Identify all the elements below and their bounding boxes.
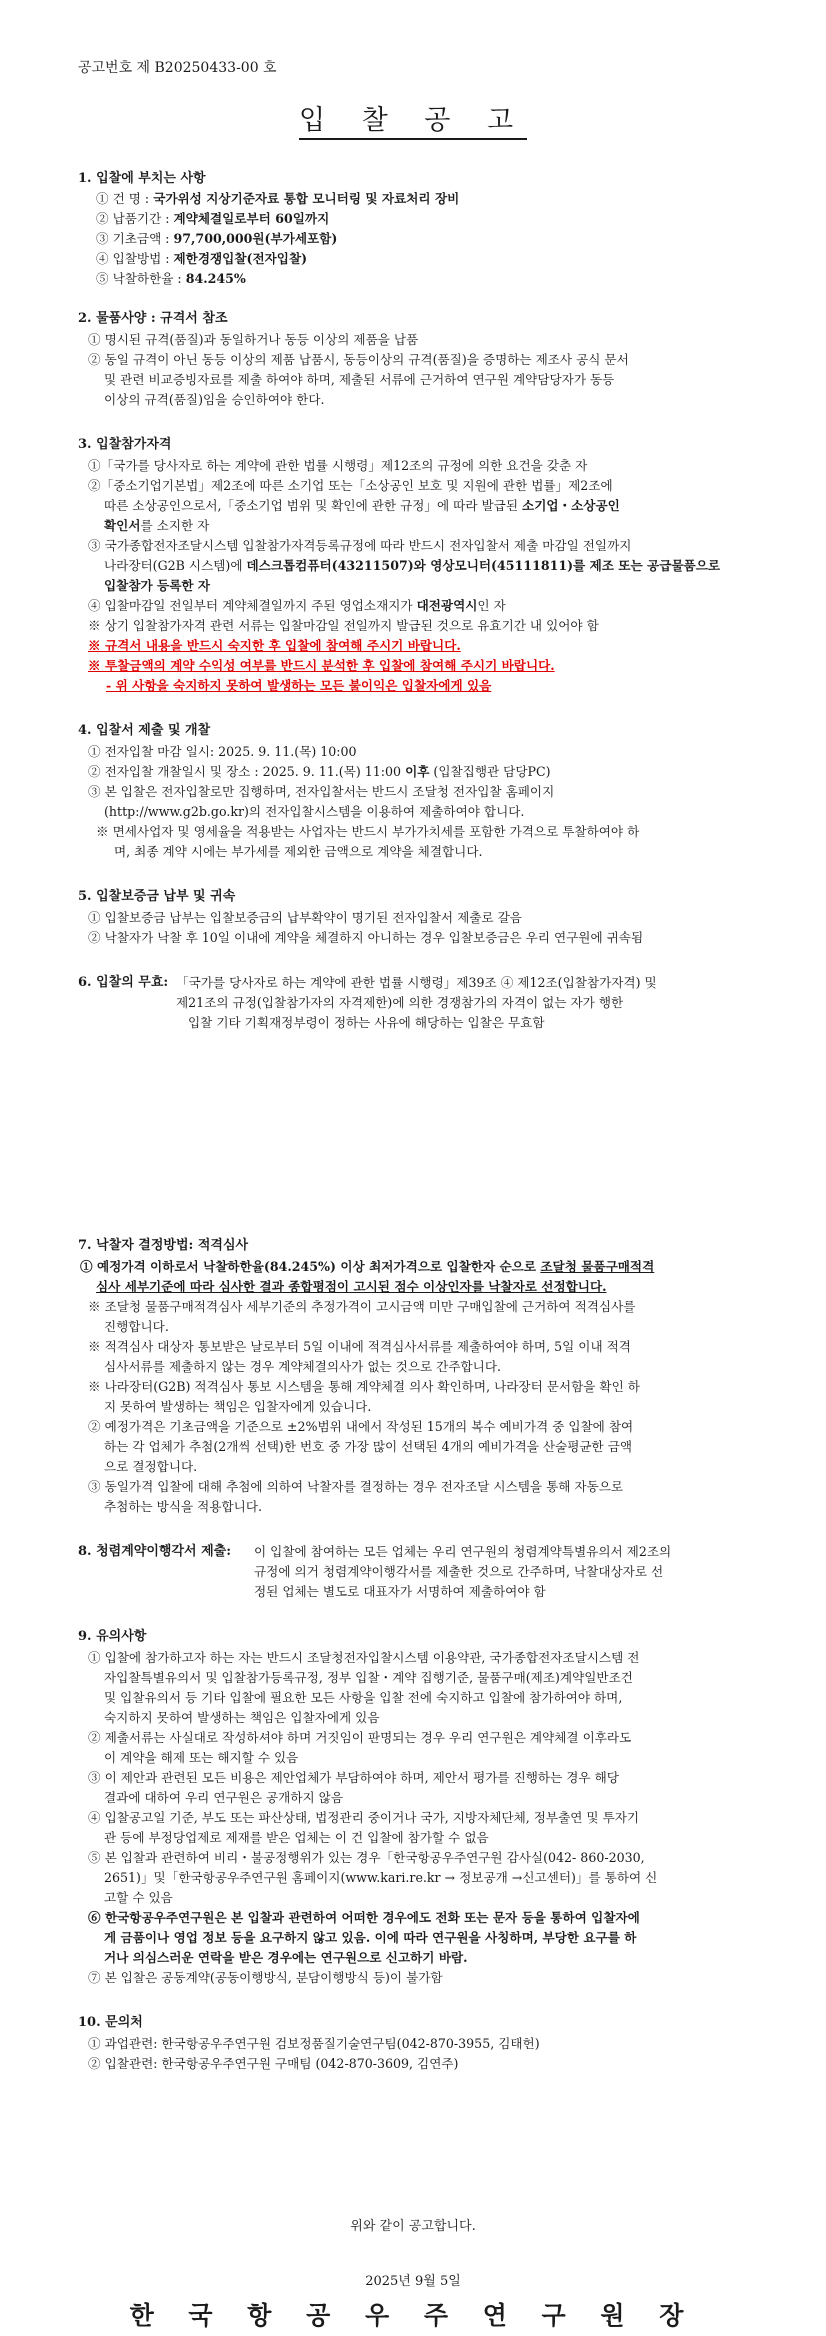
s3-line-9: ※ 상기 입찰참가자격 관련 서류는 입찰마감일 전일까지 발급된 것으로 유효기간 내 있어야 함 (88, 618, 599, 633)
s9-line-12: 2651)」및「한국항공우주연구원 홈페이지(www.kari.re.kr → 정보공개 →신고센터)」를 통하여 신 (104, 1870, 658, 1885)
s4-line-3: ③ 본 입찰은 전자입찰로만 집행하며, 전자입찰서는 반드시 조달청 전자입찰 홈페이지 (88, 784, 555, 799)
s6-line-1: 「국가를 당사자로 하는 계약에 관한 법률 시행령」제39조 ④ 제12조(입찰참가자격) 및 (176, 975, 657, 990)
s9-line-11: ⑤ 본 입찰과 관련하여 비리・불공정행위가 있는 경우「한국항공우주연구원 감사실(042- 860-2030, (88, 1850, 645, 1865)
section-2-heading: 2. 물품사양 : 규격서 참조 (78, 311, 228, 326)
s10-line-1: ① 과업관련: 한국항공우주연구원 검보정품질기술연구팀(042-870-3955, 김태헌) (88, 2036, 540, 2051)
s9-line-8: 결과에 대하여 우리 연구원은 공개하지 않음 (104, 1790, 343, 1805)
s9-line-13: 고할 수 있음 (104, 1890, 173, 1905)
notice-date: 2025년 9월 5일 (365, 2274, 461, 2289)
section-4-heading: 4. 입찰서 제출 및 개찰 (78, 723, 211, 738)
s9-line-14: ⑥ 한국항공우주연구원은 본 입찰과 관련하여 어떠한 경우에도 전화 또는 문자 등을 통하여 입찰자에 (88, 1910, 640, 1925)
s3-warning-3: - 위 사항을 숙지하지 못하여 발생하는 모든 불이익은 입찰자에게 있음 (106, 678, 492, 693)
s7-line-5: ※ 적격심사 대상자 통보받은 날로부터 5일 이내에 적격심사서류를 제출하여야 하며, 5일 이내 적격 (88, 1339, 631, 1354)
s2-line-4: 이상의 규격(품질)임을 승인하여야 한다. (104, 392, 325, 407)
s2-line-3: 및 관련 비교증빙자료를 제출 하여야 하며, 제출된 서류에 근거하여 연구원 계약담당자가 동등 (104, 372, 615, 387)
s9-line-17: ⑦ 본 입찰은 공동계약(공동이행방식, 분담이행방식 등)이 불가함 (88, 1970, 443, 1985)
s7-line-12: ③ 동일가격 입찰에 대해 추첨에 의하여 낙찰자를 결정하는 경우 전자조달 시스템을 통해 자동으로 (88, 1479, 624, 1494)
s3-line-1: ①「국가를 당사자로 하는 계약에 관한 법률 시행령」제12조의 규정에 의한 요건을 갖춘 자 (88, 458, 588, 473)
s10-line-2: ② 입찰관련: 한국항공우주연구원 구매팀 (042-870-3609, 김연주) (88, 2056, 459, 2071)
s9-line-9: ④ 입찰공고일 기준, 부도 또는 파산상태, 법정관리 중이거나 국가, 지방자체단체, 정부출연 및 투자기 (88, 1810, 640, 1825)
s4-line-1: ① 전자입찰 마감 일시: 2025. 9. 11.(목) 10:00 (88, 744, 357, 759)
s8-line-2: 규정에 의거 청렴계약이행각서를 제출한 것으로 간주하며, 낙찰대상자로 선 (254, 1564, 664, 1579)
s9-line-6: 이 계약을 해제 또는 해지할 수 있음 (104, 1750, 299, 1765)
s7-line-6: 심사서류를 제출하지 않는 경우 계약체결의사가 없는 것으로 간주합니다. (104, 1359, 501, 1374)
s9-line-10: 관 등에 부정당업제로 제재를 받은 업체는 이 건 입찰에 참가할 수 없음 (104, 1830, 489, 1845)
s3-line-5: ③ 국가종합전자조달시스템 입찰참가자격등록규정에 따라 반드시 전자입찰서 제출 마감일 전일까지 (88, 538, 632, 553)
section-6-heading: 6. 입찰의 무효: (78, 975, 169, 990)
s5-line-2: ② 낙찰자가 낙찰 후 10일 이내에 계약을 체결하지 아니하는 경우 입찰보증금은 우리 연구원에 귀속됨 (88, 930, 644, 945)
s9-line-1: ① 입찰에 참가하고자 하는 자는 반드시 조달청전자입찰시스템 이용약관, 국가종합전자조달시스템 전 (88, 1650, 640, 1665)
s9-line-16: 거나 의심스러운 연락을 받은 경우에는 연구원으로 신고하기 바람. (104, 1950, 468, 1965)
s3-line-7: 입찰참가 등록한 자 (104, 578, 211, 593)
section-8-heading: 8. 청렴계약이행각서 제출: (78, 1544, 232, 1559)
s1-item-3: ③ 기초금액 : 97,700,000원(부가세포함) (96, 231, 338, 246)
issuer-signature: 한 국 항 공 우 주 연 구 원 장 (129, 2301, 697, 2330)
s9-line-5: ② 제출서류는 사실대로 작성하셔야 하며 거짓임이 판명되는 경우 우리 연구원은 계약체결 이후라도 (88, 1730, 632, 1745)
s9-line-7: ③ 이 제안과 관련된 모든 비용은 제안업체가 부담하여야 하며, 제안서 평가를 진행하는 경우 해당 (88, 1770, 619, 1785)
s1-item-5: ⑤ 낙찰하한율 : 84.245% (96, 271, 246, 286)
s8-line-3: 정된 업체는 별도로 대표자가 서명하여 제출하여야 함 (254, 1584, 546, 1599)
s3-line-4: 확인서를 소지한 자 (104, 518, 210, 533)
section-10-heading: 10. 문의처 (78, 2015, 143, 2030)
s1-item-1: ① 건 명 : 국가위성 지상기준자료 통합 모니터링 및 자료처리 장비 (96, 191, 460, 206)
s7-line-8: 지 못하여 발생하는 책임은 입찰자에게 있습니다. (104, 1399, 372, 1414)
s8-line-1: 이 입찰에 참여하는 모든 업체는 우리 연구원의 청렴계약특별유의서 제2조의 (254, 1544, 672, 1559)
s7-line-4: 진행합니다. (104, 1319, 169, 1334)
s9-line-2: 자입찰특별유의서 및 입찰참가등록규정, 정부 입찰・계약 집행기준, 물품구매(제조)계약일반조건 (104, 1670, 633, 1685)
s5-line-1: ① 입찰보증금 납부는 입찰보증금의 납부확약이 명기된 전자입찰서 제출로 갈음 (88, 910, 522, 925)
s3-warning-1: ※ 규격서 내용을 반드시 숙지한 후 입찰에 참여해 주시기 바랍니다. (88, 638, 461, 653)
page-title: 입 찰 공 고 (0, 98, 826, 137)
section-5-heading: 5. 입찰보증금 납부 및 귀속 (78, 889, 236, 904)
s9-line-4: 숙지하지 못하여 발생하는 책임은 입찰자에게 있음 (104, 1710, 380, 1725)
s1-item-4: ④ 입찰방법 : 제한경쟁입찰(전자입찰) (96, 251, 308, 266)
s2-line-2: ② 동일 규격이 아닌 동등 이상의 제품 납품시, 동등이상의 규격(품질)을 증명하는 제조사 공식 문서 (88, 352, 629, 367)
s7-line-11: 으로 결정합니다. (104, 1459, 198, 1474)
section-7-heading: 7. 낙찰자 결정방법: 적격심사 (78, 1238, 249, 1253)
s3-line-2: ②「중소기업기본법」제2조에 따른 소기업 또는「소상공인 보호 및 지원에 관한 법률」제2조에 (88, 478, 613, 493)
s6-line-2: 제21조의 규정(입찰참가자의 자격제한)에 의한 경쟁참가의 자격이 없는 자가 행한 (176, 995, 624, 1010)
s7-line-3: ※ 조달청 물품구매적격심사 세부기준의 추정가격이 고시금액 미만 구매입찰에 근거하여 적격심사를 (88, 1299, 636, 1314)
s1-item-2: ② 납품기간 : 계약체결일로부터 60일까지 (96, 211, 330, 226)
s4-line-2: ② 전자입찰 개찰일시 및 장소 : 2025. 9. 11.(목) 11:00 이후 (입찰집행관 담당PC) (88, 764, 551, 779)
s7-line-2: 심사 세부기준에 따라 심사한 결과 종합평점이 고시된 점수 이상인자를 낙찰자로 선정합니다. (96, 1279, 607, 1294)
closing-text: 위와 같이 공고합니다. (350, 2219, 476, 2234)
s7-line-13: 추첨하는 방식을 적용합니다. (104, 1499, 262, 1514)
s7-line-9: ② 예정가격은 기초금액을 기준으로 ±2%범위 내에서 작성된 15개의 복수 예비가격 중 입찰에 참여 (88, 1419, 634, 1434)
s2-line-1: ① 명시된 규격(품질)과 동일하거나 동등 이상의 제품을 납품 (88, 332, 419, 347)
section-3-heading: 3. 입찰참가자격 (78, 437, 172, 452)
s3-line-3: 따른 소상공인으로서,「중소기업 범위 및 확인에 관한 규정」에 따라 발급된 소기업・소상공인 (104, 498, 620, 513)
s4-line-5: ※ 면세사업자 및 영세율을 적용받는 사업자는 반드시 부가가치세를 포함한 가격으로 투찰하여야 하 (96, 824, 640, 839)
s4-line-6: 며, 최종 계약 시에는 부가세를 제외한 금액으로 계약을 체결합니다. (114, 844, 483, 859)
s4-line-4: (http://www.g2b.go.kr)의 전자입찰시스템을 이용하여 제출하여야 합니다. (104, 804, 525, 819)
section-1-heading: 1. 입찰에 부치는 사항 (78, 171, 206, 186)
s7-line-7: ※ 나라장터(G2B) 적격심사 통보 시스템을 통해 계약체결 의사 확인하며, 나라장터 문서함을 확인 하 (88, 1379, 640, 1394)
s9-line-3: 및 입찰유의서 등 기타 입찰에 필요한 모든 사항을 입찰 전에 숙지하고 입찰에 참가하여야 하며, (104, 1690, 623, 1705)
s7-line-1: ① 예정가격 이하로서 낙찰하한율(84.245%) 이상 최저가격으로 입찰한자 순으로 조달청 물품구매적격 (80, 1259, 655, 1274)
s3-warning-2: ※ 투찰금액의 계약 수익성 여부를 반드시 분석한 후 입찰에 참여해 주시기 바랍니다. (88, 658, 555, 673)
section-9-heading: 9. 유의사항 (78, 1629, 147, 1644)
notice-number: 공고번호 제 B20250433-00 호 (78, 60, 277, 76)
s3-line-6: 나라장터(G2B 시스템)에 데스크톱컴퓨터(43211507)와 영상모니터(45111811)를 제조 또는 공급물품으로 (104, 558, 721, 573)
s7-line-10: 하는 각 업체가 추첨(2개씩 선택)한 번호 중 가장 많이 선택된 4개의 예비가격을 산술평균한 금액 (104, 1439, 633, 1454)
s9-line-15: 게 금품이나 영업 정보 등을 요구하지 않고 있음. 이에 따라 연구원을 사칭하며, 부당한 요구를 하 (104, 1930, 637, 1945)
s6-line-3: 입찰 기타 기획재정부령이 정하는 사유에 해당하는 입찰은 무효함 (188, 1015, 545, 1030)
s3-line-8: ④ 입찰마감일 전일부터 계약체결일까지 주된 영업소재지가 대전광역시인 자 (88, 598, 506, 613)
